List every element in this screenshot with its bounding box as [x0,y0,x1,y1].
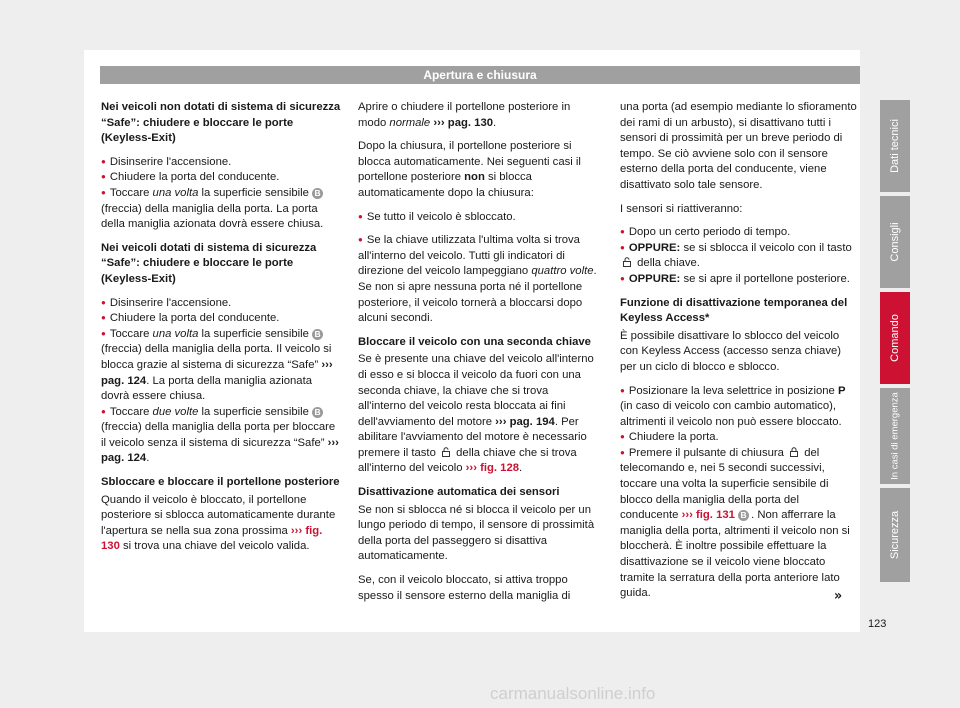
list-item: ● Disinserire l'accensione. [101,296,341,312]
tab-comando[interactable]: Comando [880,292,910,384]
list-item: ● OPPURE: se si sblocca il veicolo con il tasto della chiave. [620,241,858,272]
bullet-icon [101,187,110,199]
list-item: ● Chiudere la porta del conducente. [101,311,341,327]
column-1 [101,100,341,563]
watermark: carmanualsonline.info [490,684,656,703]
unlock-icon [622,257,632,267]
page-header: Apertura e chiusura [100,66,860,84]
bullet-icon [358,211,367,223]
list-item: ● Chiudere la porta del conducente. [101,170,341,186]
list-item: ● Posizionare la leva selettrice in posizione P (in caso di veicolo con cambio automatico), altrimenti il veicolo non può essere bloccato. [620,384,858,431]
page-link[interactable]: ››› pag. 124 [101,358,333,387]
continue-marker: » [834,588,843,604]
paragraph: Se, con il veicolo bloccato, si attiva troppo spesso il sensore esterno della maniglia di [358,574,571,602]
callout-b-badge: B [312,407,323,418]
list-item: ● Premere il pulsante di chiusura del telecomando e, nei 5 secondi successivi, toccare una volta la superficie sensibile di blocco della maniglia della porta del conducente ››› fig. 131 B . Non afferrare la maniglia della porta, altrimenti il veicolo non si bloccherà. È inoltre possibile effettuare la disattivazione se il veicolo viene bloccato tramite la serratura della porta anteriore lato guida. [620,446,858,602]
paragraph: Se non si sblocca né si blocca il veicolo per un lungo periodo di tempo, il sensore di prossimità della porta del passeggero si disattiva automaticamente. [358,503,595,563]
paragraph: una porta (ad esempio mediante lo sfioramento dei rami di un arbusto), si disattivano tutti i sensori di prossimità per un breve periodo di tempo. Se ciò avviene solo con il sensore esterno della porta del conducente, viene disattivato solo tale sensore. [620,101,857,191]
heading-sensor-deactivation: Disattivazione automatica dei sensori [358,486,560,499]
paragraph: Aprire o chiudere il portellone posteriore in modo normale ››› pag. 130. [358,101,571,129]
tab-consigli[interactable]: Consigli [880,196,910,288]
paragraph: Se è presente una chiave del veicolo all'interno di esso e si blocca il veicolo da fuori con una seconda chiave, la chiave che si trova all'interno del veicolo resta bloccata ai fini dell'avviamento del motore ››› pag. 194. Per abilitare l'avviamento del motore è necessario premere il tasto della chiave che si trova all'interno del veicolo ››› fig. 128. [358,353,594,475]
figure-link[interactable]: ››› fig. 130 [101,524,323,553]
column-3 [620,100,858,602]
list-item: ● Dopo un certo periodo di tempo. [620,225,858,241]
bullet-icon [620,273,629,285]
list-item: ● Se la chiave utilizzata l'ultima volta si trova all'interno del veicolo. Tutti gli indicatori di direzione del veicolo lampeggiano quattro volte. Se non si apre nessuna porta né il portellone posteriore, il veicolo tornerà a bloccarsi dopo alcuni secondi. [358,233,598,327]
heading-second-key: Bloccare il veicolo con una seconda chiave [358,335,591,348]
figure-link[interactable]: ››› fig. 128 [465,462,520,475]
paragraph: Dopo la chiusura, il portellone posteriore si blocca automaticamente. Nei seguenti casi il portellone posteriore non si blocca automaticamente dopo la chiusura: [358,140,581,199]
callout-b-badge: B [312,188,323,199]
column-2 [358,100,598,612]
bullet-icon [358,234,367,246]
bullet-icon [620,242,629,254]
tab-sicurezza[interactable]: Sicurezza [880,488,910,582]
bullet-icon [101,171,110,183]
paragraph: I sensori si riattiveranno: [620,202,743,215]
bullet-icon [101,156,110,168]
callout-b-badge: B [738,510,749,521]
page-link[interactable]: ››› pag. 124 [101,436,339,465]
bullet-icon [620,385,629,397]
callout-b-badge: B [312,329,323,340]
heading-keyless-exit-safe: Nei veicoli dotati di sistema di sicurezza “Safe”: chiudere e bloccare le porte (Keyless-Exit) [101,241,317,285]
paragraph: Quando il veicolo è bloccato, il portellone posteriore si sblocca automaticamente durante l'apertura se nella sua zona prossima ››› fig. 130 si trova una chiave del veicolo valida. [101,493,336,553]
list-item: ● Toccare una volta la superficie sensibile B (freccia) della maniglia della porta. La porta della maniglia azionata dovrà essere chiusa. [101,186,341,233]
heading-tailgate: Sbloccare e bloccare il portellone posteriore [101,476,340,489]
bullet-icon [620,226,629,238]
list-item: ● Se tutto il veicolo è sbloccato. [358,210,598,226]
tab-dati-tecnici[interactable]: Dati tecnici [880,100,910,192]
bullet-icon [101,406,110,418]
page-link[interactable]: ››› pag. 130 [430,116,494,129]
bullet-icon [101,328,110,340]
tab-emergenza[interactable]: In casi di emergenza [880,388,910,484]
heading-keyless-exit-no-safe: Nei veicoli non dotati di sistema di sicurezza “Safe”: chiudere e bloccare le porte (Keyless-Exit) [101,101,341,145]
lock-icon [789,447,799,457]
list-item: ● Disinserire l'accensione. [101,155,341,171]
bullet-icon [101,312,110,324]
bullet-icon [620,447,629,459]
list-item: ● Toccare una volta la superficie sensibile B (freccia) della maniglia della porta. Il veicolo si blocca grazie al sistema di sicurezza “Safe” ››› pag. 124. La porta della maniglia azionata dovrà essere chiusa. [101,327,341,405]
list-item: ● Chiudere la porta. [620,430,858,446]
heading-keyless-temporary-off: Funzione di disattivazione temporanea del Keyless Access* [620,296,848,325]
list-item: ● Toccare due volte la superficie sensibile B (freccia) della maniglia della porta per bloccare il veicolo senza il sistema di sicurezza “Safe” ››› pag. 124. [101,405,341,467]
paragraph: È possibile disattivare lo sblocco del veicolo con Keyless Access (accesso senza chiave) per un ciclo di blocco e sblocco. [620,329,842,373]
page-link[interactable]: ››› pag. 194 [495,415,555,428]
bullet-icon [101,297,110,309]
figure-link[interactable]: ››› fig. 131 [681,509,735,522]
bullet-icon [620,431,629,443]
list-item: ● OPPURE: se si apre il portellone posteriore. [620,272,858,288]
unlock-icon [441,447,451,457]
page-number: 123 [868,618,887,630]
